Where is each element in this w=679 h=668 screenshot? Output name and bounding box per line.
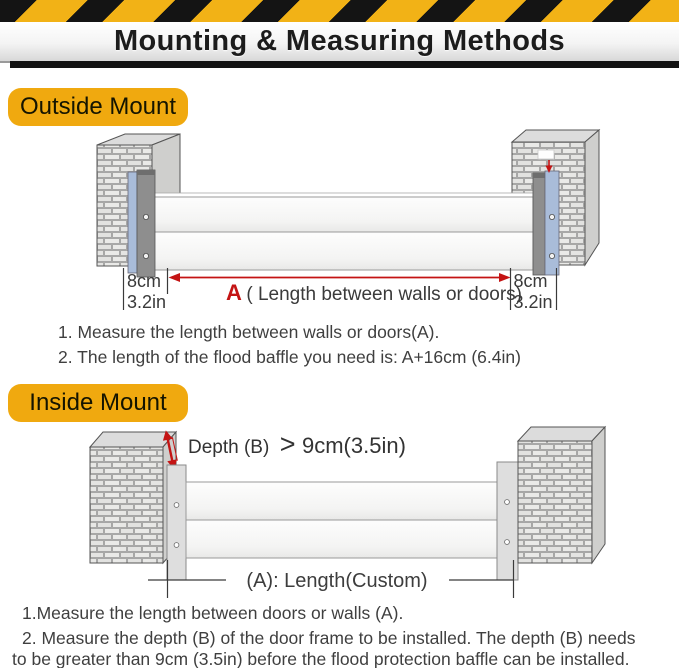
- inside-left-pillar: [90, 432, 176, 563]
- caution-stripe-band: [0, 0, 679, 22]
- outside-left-bracket: [128, 170, 155, 277]
- left-width-cm: 8cm: [127, 271, 162, 291]
- screw-icon: [549, 214, 554, 219]
- header-divider: [10, 61, 679, 68]
- screw-icon: [143, 253, 148, 258]
- inside-step-2-line-2: to be greater than 9cm (3.5in) before the flood protection baffle can be installed.: [12, 649, 630, 668]
- inside-step-1: 1.Measure the length between doors or walls (A).: [22, 603, 404, 623]
- inside-right-pillar: [518, 427, 605, 563]
- left-width-in: 3.2in: [127, 292, 167, 312]
- outside-right-bracket: [533, 160, 559, 275]
- depth-caption: [188, 429, 406, 459]
- outside-flood-barrier: [152, 193, 533, 270]
- inside-mount-label-text: Inside Mount: [29, 389, 167, 416]
- length-caption: (A): Length(Custom): [246, 570, 428, 592]
- length-dimension-caption: [226, 280, 522, 305]
- outside-mount-diagram: [0, 118, 679, 314]
- screw-icon: [505, 500, 510, 505]
- outside-step-1: 1. Measure the length between walls or doors(A).: [58, 322, 440, 342]
- outside-dimension-arrow: [169, 273, 511, 282]
- depth-label: Depth (B): [188, 437, 270, 458]
- wall-tag: [538, 150, 554, 159]
- dimension-caption-text: ( Length between walls or doors): [246, 284, 522, 305]
- inside-step-2-line-1: 2. Measure the depth (B) of the door frame to be installed. The depth (B) needs: [22, 628, 636, 648]
- outside-step-2: 2. The length of the flood baffle you need is: A+16cm (6.4in): [58, 347, 521, 367]
- right-width-cm: 8cm: [513, 271, 548, 291]
- inside-right-plate: [497, 462, 518, 580]
- depth-value: 9cm(3.5in): [302, 433, 406, 458]
- inside-mount-label: [8, 384, 188, 422]
- dimension-letter: A: [226, 280, 242, 305]
- title-banner: [0, 22, 679, 63]
- screw-icon: [143, 214, 148, 219]
- screw-icon: [174, 503, 179, 508]
- inside-mount-diagram: [0, 420, 679, 600]
- inside-flood-barrier: [186, 482, 497, 558]
- depth-operator: >: [279, 429, 296, 459]
- screw-icon: [505, 540, 510, 545]
- inside-left-plate: [167, 465, 186, 580]
- right-width-in: 3.2in: [513, 292, 553, 312]
- screw-icon: [549, 253, 554, 258]
- outside-mount-label-text: Outside Mount: [19, 93, 177, 120]
- screw-icon: [174, 543, 179, 548]
- page-title: Mounting & Measuring Methods: [113, 25, 565, 57]
